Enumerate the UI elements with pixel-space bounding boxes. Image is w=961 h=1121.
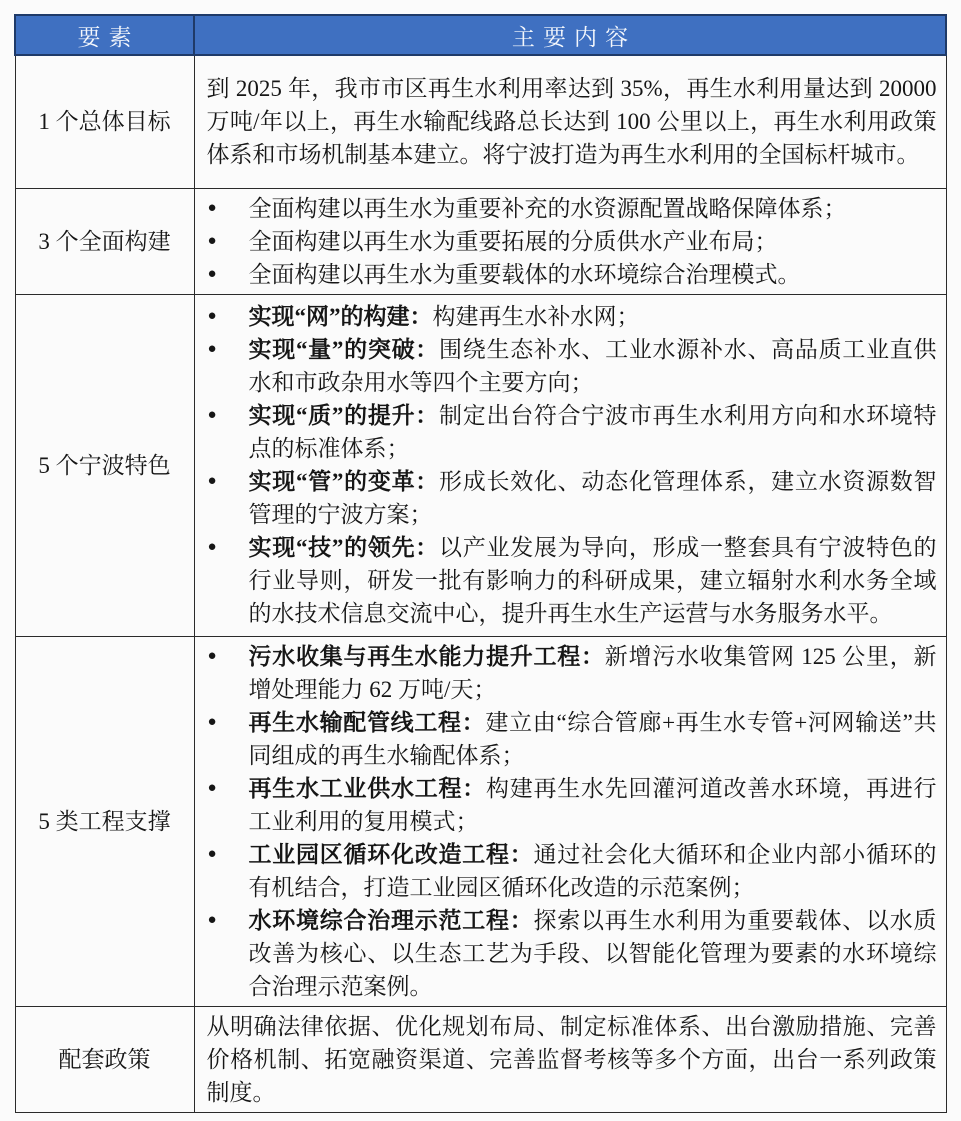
summary-table [14, 14, 947, 1113]
table-row [15, 55, 946, 188]
list-item-text: 水环境综合治理示范工程：探索以再生水利用为重要载体、以水质改善为核心、以生态工艺为手段、以智能化管理为要素的水环境综合治理示范案例。 [248, 907, 937, 999]
list-item-lead: 实现“质”的提升： [248, 403, 440, 428]
list-item [207, 531, 937, 630]
table-body [15, 55, 946, 1112]
list-item [207, 838, 937, 904]
list-item-lead: 实现“量”的突破： [248, 337, 440, 362]
bullet-list [207, 640, 937, 1003]
bullet-icon: ● [207, 199, 217, 216]
list-item-text: 实现“管”的变革：形成长效化、动态化管理体系，建立水资源数智管理的宁波方案； [248, 469, 937, 527]
list-item-text: 全面构建以再生水为重要拓展的分质供水产业布局； [248, 228, 778, 254]
list-item-text: 实现“质”的提升：制定出台符合宁波市再生水利用方向和水环境特点的标准体系； [248, 403, 937, 461]
list-item [207, 772, 937, 838]
row-content [194, 1006, 946, 1112]
table-header [15, 15, 946, 55]
bullet-icon: ● [207, 779, 217, 796]
list-item-text: 实现“量”的突破：围绕生态补水、工业水源补水、高品质工业直供水和市政杂用水等四个主要方向； [248, 337, 937, 395]
list-item [207, 225, 937, 258]
list-item-text: 实现“技”的领先：以产业发展为导向，形成一整套具有宁波特色的行业导则，研发一批有影响力的科研成果，建立辐射水利水务全域的水技术信息交流中心，提升再生水生产运营与水务服务水平。 [248, 535, 937, 626]
bullet-icon: ● [207, 265, 217, 282]
list-item-text: 工业园区循环化改造工程：通过社会化大循环和企业内部小循环的有机结合，打造工业园区循环化改造的示范案例； [248, 841, 937, 900]
row-label: 配套政策 [15, 1006, 194, 1112]
paragraph-text: 从明确法律依据、优化规划布局、制定标准体系、出台激励措施、完善价格机制、拓宽融资渠道、完善监督考核等多个方面，出台一系列政策制度。 [206, 1013, 937, 1105]
list-item [207, 258, 937, 291]
list-item-lead: 实现“管”的变革： [248, 469, 440, 494]
bullet-icon: ● [207, 232, 217, 249]
header-col-main-content: 主要内容 [194, 15, 946, 55]
list-item-text: 实现“网”的构建：构建再生水补水网； [248, 304, 640, 329]
bullet-icon: ● [207, 341, 217, 357]
list-item [207, 300, 937, 333]
bullet-icon: ● [207, 407, 217, 423]
list-item [207, 640, 937, 706]
table-row [15, 188, 946, 294]
row-content [194, 55, 946, 188]
table-row [15, 636, 946, 1006]
list-item-text: 全面构建以再生水为重要载体的水环境综合治理模式。 [248, 261, 801, 287]
list-item-lead: 再生水工业供水工程： [248, 775, 486, 801]
header-col-elements: 要素 [15, 15, 194, 55]
list-item [207, 399, 937, 465]
list-item-text: 再生水工业供水工程：构建再生水先回灌河道改善水环境，再进行工业利用的复用模式； [248, 775, 937, 834]
row-label: 5 类工程支撑 [15, 636, 194, 1006]
list-item-lead: 再生水输配管线工程： [248, 709, 486, 735]
bullet-list [207, 300, 937, 630]
row-label: 1 个总体目标 [15, 55, 194, 188]
list-item-lead: 水环境综合治理示范工程： [248, 907, 534, 933]
list-item-lead: 污水收集与再生水能力提升工程： [248, 643, 605, 669]
list-item-lead: 实现“技”的领先： [248, 535, 440, 560]
bullet-icon: ● [207, 647, 217, 664]
bullet-icon: ● [207, 473, 217, 489]
bullet-list [207, 192, 937, 291]
table-row [15, 1006, 946, 1112]
bullet-icon: ● [207, 539, 217, 555]
list-item-text: 再生水输配管线工程：建立由“综合管廊+再生水专管+河网输送”共同组成的再生水输配体系； [248, 709, 937, 768]
bullet-icon: ● [207, 308, 217, 324]
table-row [15, 294, 946, 636]
list-item [207, 333, 937, 399]
list-item-text: 全面构建以再生水为重要补充的水资源配置战略保障体系； [248, 195, 847, 221]
list-item [207, 192, 937, 225]
list-item [207, 706, 937, 772]
list-item-lead: 实现“网”的构建： [248, 304, 433, 329]
row-content [194, 294, 946, 636]
list-item-lead: 工业园区循环化改造工程： [248, 841, 534, 867]
paragraph-text: 到 2025 年，我市市区再生水利用率达到 35%，再生水利用量达到 20000 万吨/年以上，再生水输配线路总长达到 100 公里以上，再生水利用政策体系和市场机制基本建立。将宁波打造为再生水利用的全国标杆城市。 [206, 76, 937, 168]
row-content [194, 636, 946, 1006]
list-item [207, 904, 937, 1003]
bullet-icon: ● [207, 845, 217, 862]
row-label: 5 个宁波特色 [15, 294, 194, 636]
row-content [194, 188, 946, 294]
list-item [207, 465, 937, 531]
list-item-text: 污水收集与再生水能力提升工程：新增污水收集管网 125 公里，新增处理能力 62 万吨/天； [248, 643, 937, 702]
header-row [15, 15, 946, 55]
bullet-icon: ● [207, 911, 217, 928]
bullet-icon: ● [207, 713, 217, 730]
row-label: 3 个全面构建 [15, 188, 194, 294]
